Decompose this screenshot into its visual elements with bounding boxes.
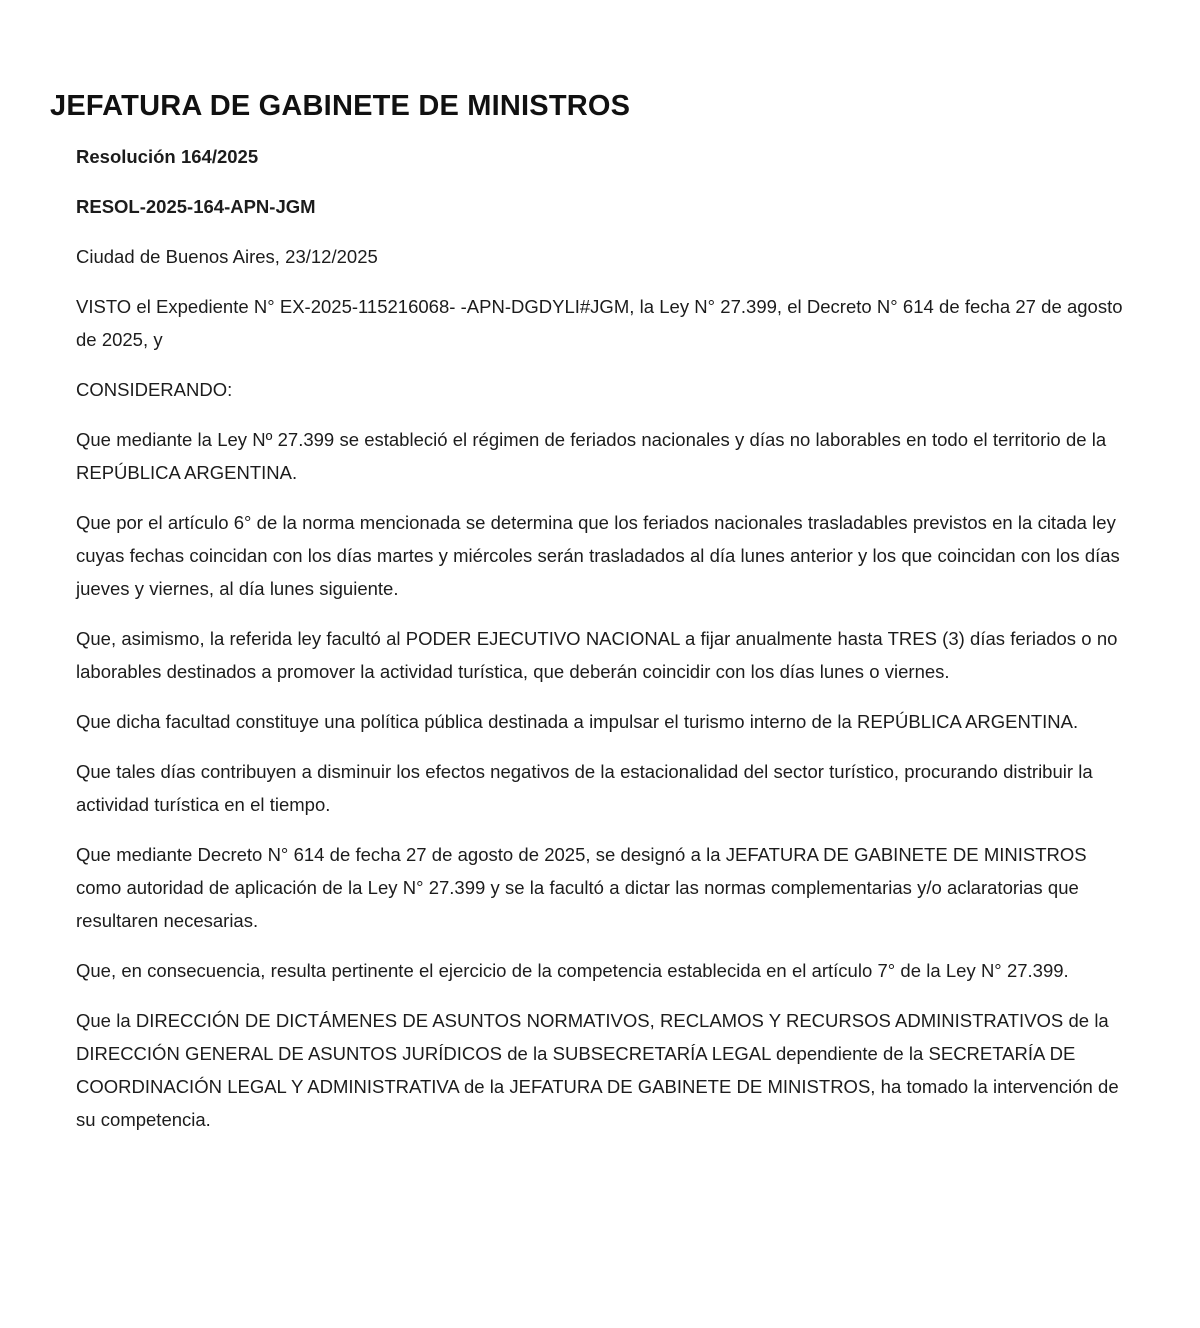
considerando-paragraph: Que mediante Decreto N° 614 de fecha 27 de agosto de 2025, se designó a la JEFATURA DE GABINETE DE MINISTROS como autoridad de aplicación de la Ley N° 27.399 y se la facultó a dictar las normas complementarias y/o aclaratorias que resultaren necesarias. (76, 844, 1087, 931)
considerando-paragraph: Que por el artículo 6° de la norma mencionada se determina que los feriados nacionales trasladables previstos en la citada ley cuyas fechas coincidan con los días martes y miércoles serán trasladados al día lunes anterior y los que coincidan con los días jueves y viernes, al día lunes siguiente. (76, 512, 1120, 599)
considerando-paragraph: Que mediante la Ley Nº 27.399 se estableció el régimen de feriados nacionales y días no laborables en todo el territorio de la REPÚBLICA ARGENTINA. (76, 429, 1107, 483)
place-and-date: Ciudad de Buenos Aires, 23/12/2025 (76, 246, 378, 267)
resolution-code: RESOL-2025-164-APN-JGM (76, 196, 316, 217)
considerando-paragraph: Que, en consecuencia, resulta pertinente el ejercicio de la competencia establecida en el artículo 7° de la Ley N° 27.399. (76, 960, 1069, 981)
page-title: JEFATURA DE GABINETE DE MINISTROS (50, 90, 631, 123)
considerando-paragraph: Que dicha facultad constituye una política pública destinada a impulsar el turismo interno de la REPÚBLICA ARGENTINA. (76, 711, 1079, 732)
considerando-paragraph: Que tales días contribuyen a disminuir los efectos negativos de la estacionalidad del sector turístico, procurando distribuir la actividad turística en el tiempo. (76, 761, 1093, 815)
considerando-paragraph: Que, asimismo, la referida ley facultó al PODER EJECUTIVO NACIONAL a fijar anualmente hasta TRES (3) días feriados o no laborables destinados a promover la actividad turística, que deberán coincidir con los días lunes o viernes. (76, 628, 1118, 682)
considerando-paragraph: Que la DIRECCIÓN DE DICTÁMENES DE ASUNTOS NORMATIVOS, RECLAMOS Y RECURSOS ADMINISTRATIVOS de la DIRECCIÓN GENERAL DE ASUNTOS JURÍDICOS de la SUBSECRETARÍA LEGAL dependiente de la SECRETARÍA DE COORDINACIÓN LEGAL Y ADMINISTRATIVA de la JEFATURA DE GABINETE DE MINISTROS, ha tomado la intervención de su competencia. (76, 1010, 1119, 1130)
resolution-heading: Resolución 164/2025 (76, 146, 259, 167)
document-body (76, 140, 1128, 1153)
visto-paragraph: VISTO el Expediente N° EX-2025-115216068- -APN-DGDYLI#JGM, la Ley N° 27.399, el Decreto N° 614 de fecha 27 de agosto de 2025, y (76, 296, 1123, 350)
considerando-label: CONSIDERANDO: (76, 379, 233, 400)
